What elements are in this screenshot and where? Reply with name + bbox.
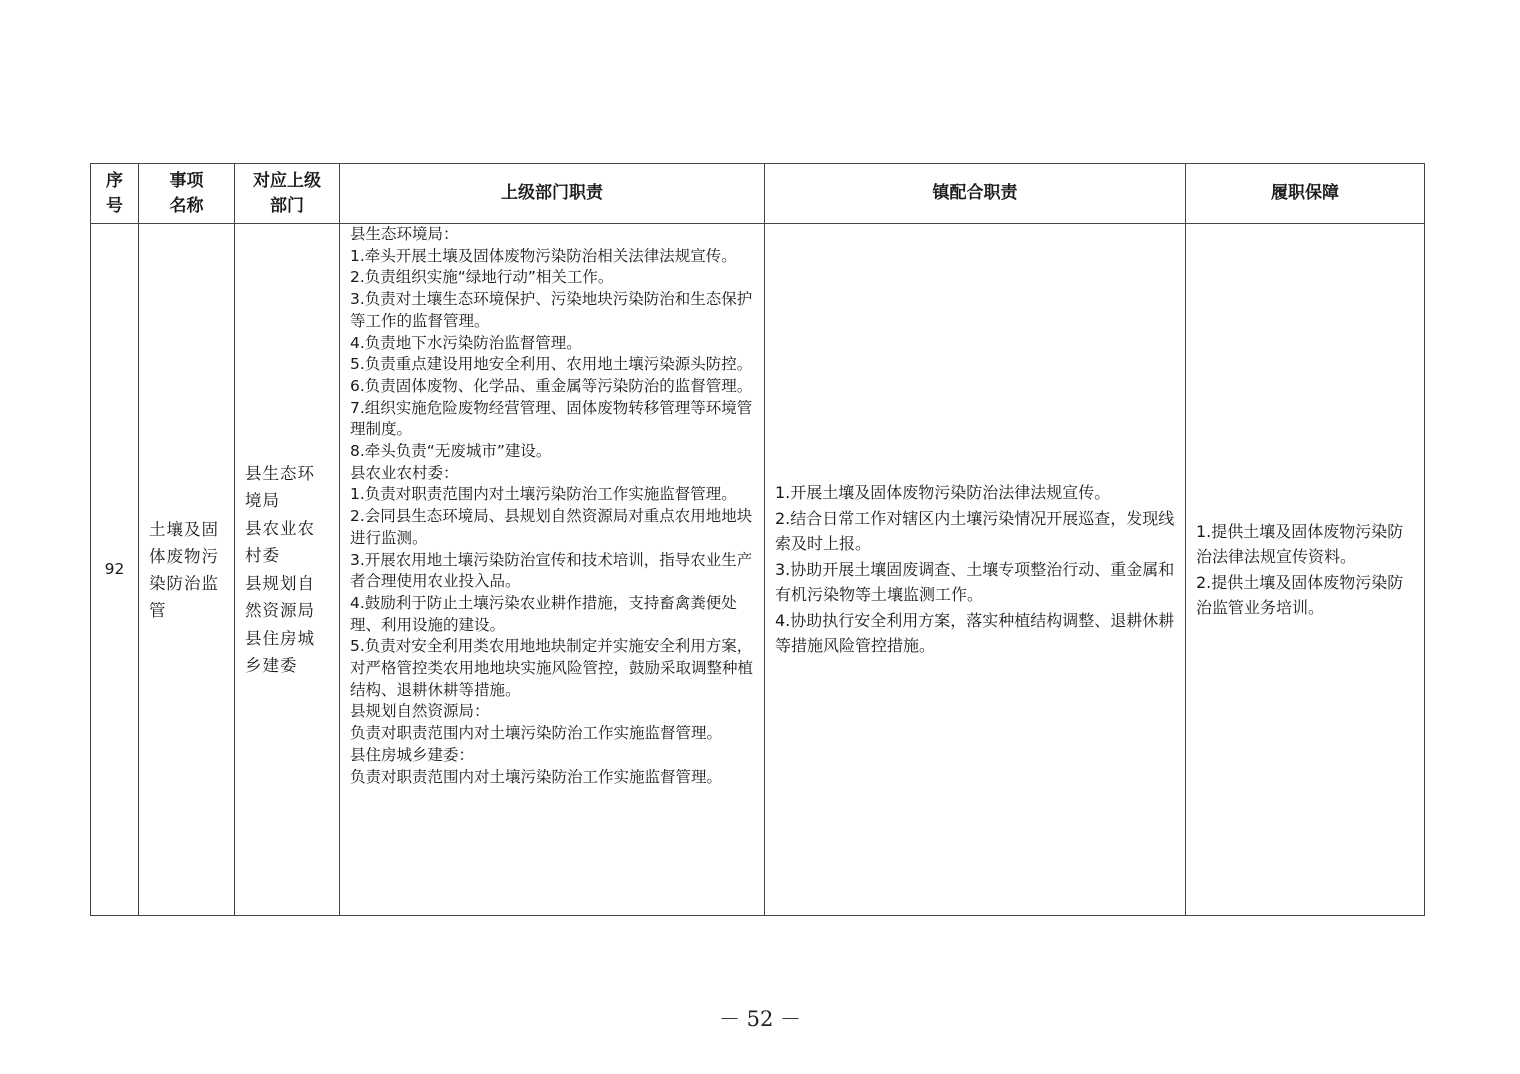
dept-name: 县住房城乡建委 — [245, 628, 315, 675]
row-upper-depts — [235, 224, 340, 916]
duty-line: 1.牵头开展土壤及固体废物污染防治相关法律法规宣传。 — [350, 246, 737, 265]
header-guarantee: 履职保障 — [1186, 164, 1425, 224]
dept-name: 县生态环境局 — [245, 463, 315, 510]
duty-line: 县生态环境局： — [350, 225, 459, 243]
duty-line: 4.鼓励利于防止土壤污染农业耕作措施，支持畜禽粪便处理、利用设施的建设。 — [350, 593, 737, 634]
header-item-name: 事项 名称 — [139, 164, 235, 224]
town-duty-line: 3.协助开展土壤固废调查、土壤专项整治行动、重金属和有机污染物等土壤监测工作。 — [775, 559, 1175, 605]
town-duty-line: 4.协助执行安全利用方案，落实种植结构调整、退耕休耕等措施风险管控措施。 — [775, 610, 1175, 656]
header-upper-duties: 上级部门职责 — [340, 164, 765, 224]
duty-line: 3.开展农用地土壤污染防治宣传和技术培训，指导农业生产者合理使用农业投入品。 — [350, 550, 753, 591]
duty-line: 4.负责地下水污染防治监督管理。 — [350, 333, 582, 352]
guarantee-line: 2.提供土壤及固体废物污染防治监管业务培训。 — [1196, 572, 1404, 617]
town-duty-line: 1.开展土壤及固体废物污染防治法律法规宣传。 — [775, 483, 1111, 503]
duty-line: 2.负责组织实施“绿地行动”相关工作。 — [350, 268, 614, 287]
duty-line: 2.会同县生态环境局、县规划自然资源局对重点农用地地块进行监测。 — [350, 507, 753, 547]
responsibility-table — [90, 163, 1425, 916]
duty-line: 负责对职责范围内对土壤污染防治工作实施监督管理。 — [350, 724, 723, 743]
row-town-duties — [765, 224, 1186, 916]
header-town-duties: 镇配合职责 — [765, 164, 1186, 224]
header-upper-dept: 对应上级 部门 — [235, 164, 340, 224]
row-guarantee — [1186, 224, 1425, 916]
duty-line: 3.负责对土壤生态环境保护、污染地块污染防治和生态保护等工作的监督管理。 — [350, 290, 753, 330]
duty-line: 县住房城乡建委： — [350, 745, 475, 764]
row-item-name: 土壤及固体废物污染防治监管 — [139, 224, 235, 916]
duty-line: 负责对职责范围内对土壤污染防治工作实施监督管理。 — [350, 767, 723, 786]
table-header-row — [91, 164, 1425, 224]
guarantee-line: 1.提供土壤及固体废物污染防治法律法规宣传资料。 — [1196, 521, 1404, 566]
duty-line: 县规划自然资源局： — [350, 702, 490, 721]
duty-line: 6.负责固体废物、化学品、重金属等污染防治的监督管理。 — [350, 376, 753, 395]
duty-line: 5.负责对安全利用类农用地地块制定并实施安全利用方案，对严格管控类农用地地块实施风险管控，鼓励采取调整种植结构、退耕休耕等措施。 — [350, 637, 754, 699]
duty-line: 8.牵头负责“无废城市”建设。 — [350, 442, 552, 461]
row-upper-duties — [340, 224, 765, 916]
duty-line: 1.负责对职责范围内对土壤污染防治工作实施监督管理。 — [350, 485, 737, 504]
dept-name: 县农业农村委 — [245, 518, 315, 565]
duty-line: 7.组织实施危险废物经营管理、固体废物转移管理等环境管理制度。 — [350, 398, 753, 439]
duty-line: 5.负责重点建设用地安全利用、农用地土壤污染源头防控。 — [350, 355, 753, 374]
duty-line: 县农业农村委： — [350, 463, 459, 482]
town-duty-line: 2.结合日常工作对辖区内土壤污染情况开展巡查，发现线索及时上报。 — [775, 508, 1175, 554]
row-seq: 92 — [91, 224, 139, 916]
header-seq: 序 号 — [91, 164, 139, 224]
page-number: － 52 － — [718, 1007, 802, 1031]
dept-name: 县规划自然资源局 — [245, 573, 315, 620]
table-row — [91, 224, 1425, 916]
